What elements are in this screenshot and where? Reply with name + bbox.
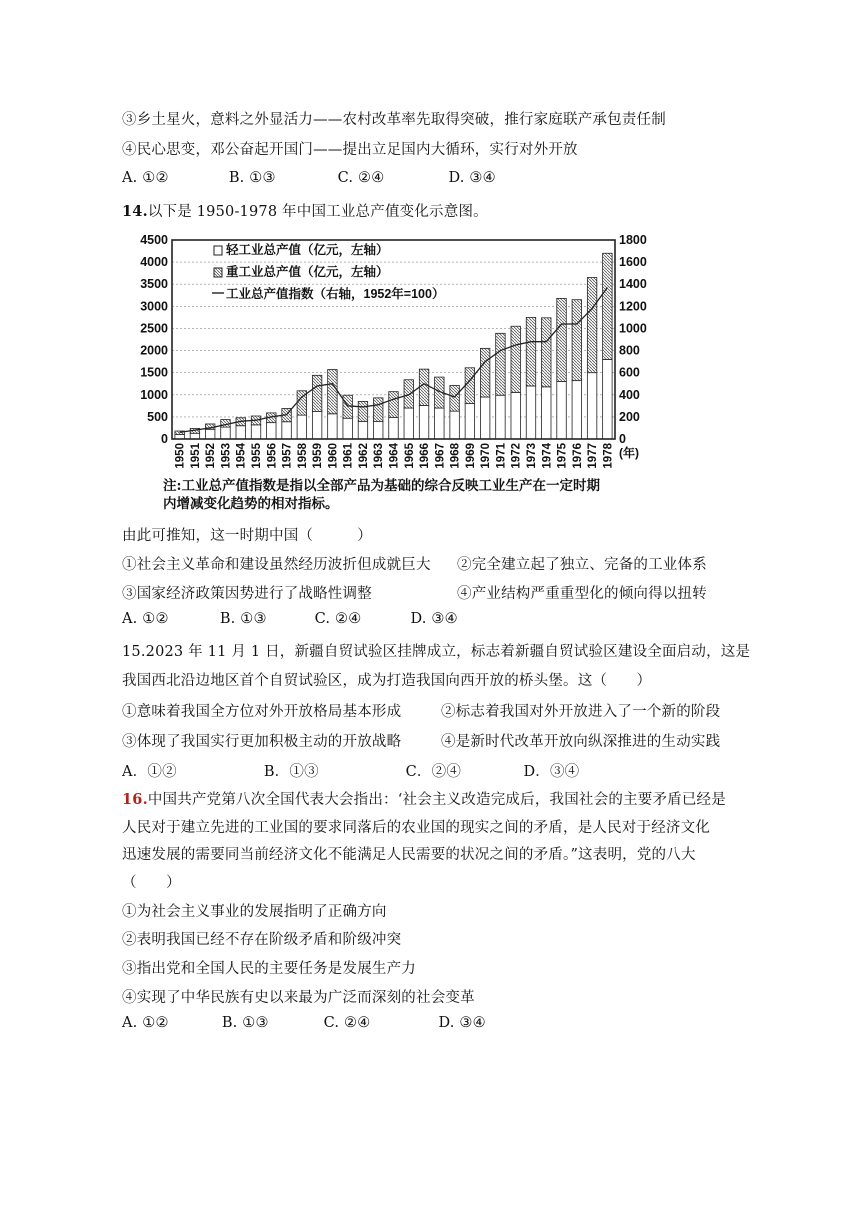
x-axis-tick-label: 1973: [525, 443, 538, 469]
bar-light-industry: [603, 359, 612, 439]
q15-stem-line-1: 15.2023 年 11 月 1 日，新疆自贸试验区挂牌成立，标志着新疆自贸试验区建设全面启动，这是: [122, 644, 751, 660]
q16-stem-text: 中国共产党第八次全国代表大会指出：‘社会主义改造完成后，我国社会的主要矛盾已经是: [147, 792, 726, 808]
bar-light-industry: [419, 405, 428, 439]
q15-choice-d[interactable]: D．③④: [523, 764, 580, 780]
bar-light-industry: [221, 427, 230, 439]
chart-note-line-2: 内增减变化趋势的相对指标。: [163, 496, 339, 512]
x-axis-unit-label: (年): [619, 446, 639, 460]
q14-choice-d[interactable]: D. ③④: [410, 611, 458, 627]
q16-choice-c[interactable]: C. ②④: [323, 1015, 371, 1031]
x-axis-tick-label: 1968: [449, 443, 462, 469]
right-axis-tick-label: 1800: [619, 233, 647, 247]
legend-label-index: 工业总产值指数（右轴，1952年=100）: [226, 287, 445, 301]
x-axis-tick-label: 1961: [342, 443, 355, 469]
right-axis-tick-label: 800: [619, 343, 640, 358]
left-axis-tick-label: 1000: [140, 387, 168, 402]
x-axis-tick-label: 1976: [571, 443, 584, 469]
q15-choices: [122, 760, 579, 781]
q16-stem-line-2: 人民对于建立先进的工业国的要求同落后的农业国的现实之间的矛盾，是人民对于经济文化: [122, 820, 710, 836]
bar-light-industry: [373, 421, 382, 439]
bar-light-industry: [343, 418, 352, 439]
q14-stem: [122, 200, 488, 221]
x-axis-tick-label: 1950: [174, 443, 187, 469]
bar-light-industry: [297, 415, 306, 439]
x-axis-tick-label: 1962: [357, 443, 370, 469]
bar-light-industry: [526, 386, 535, 439]
q15-choice-c[interactable]: C．②④: [405, 764, 462, 780]
q15-choice-b[interactable]: B．①③: [263, 764, 319, 780]
q14-choices: [122, 611, 458, 627]
x-axis-tick-label: 1967: [434, 443, 447, 469]
bar-heavy-industry: [312, 375, 321, 411]
q13-choice-c[interactable]: C. ②④: [337, 170, 385, 186]
x-axis-tick-label: 1964: [388, 443, 401, 469]
left-axis-tick-label: 0: [161, 432, 168, 446]
x-axis-tick-label: 1971: [495, 443, 508, 469]
q16-stem-line-1: [122, 788, 726, 809]
q14-question: 由此可推知，这一时期中国（ ）: [122, 528, 372, 544]
q15-stem-line-2: 我国西北沿边地区首个自贸试验区，成为打造我国向西开放的桥头堡。这（ ）: [122, 673, 652, 689]
left-axis-tick-label: 2000: [140, 343, 168, 358]
x-axis-tick-label: 1960: [327, 443, 340, 469]
q15-statement-1: ①意味着我国全方位对外开放格局基本形成: [122, 704, 402, 720]
bar-heavy-industry: [419, 369, 428, 405]
right-axis-tick-label: 1000: [619, 321, 647, 336]
bar-light-industry: [358, 421, 367, 439]
x-axis-tick-label: 1966: [419, 443, 432, 469]
right-axis-tick-label: 1600: [619, 255, 647, 270]
bar-heavy-industry: [542, 318, 551, 387]
bar-heavy-industry: [328, 370, 337, 414]
q13-choice-b[interactable]: B. ①③: [228, 170, 276, 186]
x-axis-tick-label: 1969: [464, 443, 477, 469]
x-axis-tick-label: 1975: [556, 443, 569, 469]
bar-light-industry: [587, 373, 596, 439]
bar-heavy-industry: [526, 317, 535, 386]
x-axis-tick-label: 1957: [281, 443, 294, 469]
q14-choice-a[interactable]: A. ①②: [122, 611, 169, 627]
right-axis-tick-label: 1200: [619, 299, 647, 314]
bar-light-industry: [236, 426, 245, 439]
q16-statement-4: ④实现了中华民族有史以来最为广泛而深刻的社会变革: [122, 990, 475, 1006]
bar-heavy-industry: [373, 398, 382, 421]
right-axis-tick-label: 400: [619, 387, 640, 402]
q15-choice-a[interactable]: A．①②: [122, 764, 177, 780]
bar-heavy-industry: [450, 385, 459, 411]
bar-heavy-industry: [404, 380, 413, 408]
x-axis-tick-label: 1955: [251, 443, 264, 469]
legend-swatch-light: [214, 246, 222, 255]
q16-choice-a[interactable]: A. ①②: [122, 1015, 169, 1031]
q16-choice-d[interactable]: D. ③④: [438, 1015, 486, 1031]
left-axis-tick-label: 2500: [140, 321, 168, 336]
bar-light-industry: [251, 425, 260, 439]
bar-heavy-industry: [557, 298, 566, 381]
legend-label-heavy: 重工业总产值（亿元，左轴）: [226, 265, 389, 279]
bar-light-industry: [435, 408, 444, 439]
x-axis-tick-label: 1958: [296, 443, 309, 469]
bar-light-industry: [328, 414, 337, 439]
left-axis-tick-label: 1500: [140, 365, 168, 380]
bar-light-industry: [389, 417, 398, 439]
right-axis-tick-label: 600: [619, 365, 640, 380]
q14-number: 14.: [122, 203, 148, 220]
bar-light-industry: [190, 433, 199, 439]
left-axis-tick-label: 4500: [140, 233, 168, 247]
q16-statement-3: ③指出党和全国人民的主要任务是发展生产力: [122, 961, 416, 977]
q16-stem-line-3: 迅速发展的需要同当前经济文化不能满足人民需要的状况之间的矛盾。”这表明，党的八大: [122, 847, 696, 863]
x-axis-tick-label: 1978: [602, 443, 615, 469]
right-axis-tick-label: 0: [619, 432, 626, 446]
x-axis-tick-label: 1963: [373, 443, 386, 469]
bar-heavy-industry: [572, 300, 581, 381]
q13-choices: [122, 170, 496, 186]
bar-light-industry: [205, 429, 214, 439]
q14-statement-1: ①社会主义革命和建设虽然经历波折但成就巨大: [122, 557, 431, 573]
left-axis-tick-label: 3500: [140, 277, 168, 292]
q14-stem-text: 以下是 1950-1978 年中国工业总产值变化示意图。: [147, 204, 488, 220]
q16-choice-b[interactable]: B. ①③: [221, 1015, 269, 1031]
q16-answer-blank: （ ）: [122, 875, 181, 891]
chart-note-line-1: 注:工业总产值指数是指以全部产品为基础的综合反映工业生产在一定时期: [163, 478, 600, 494]
q14-statement-3: ③国家经济政策因势进行了战略性调整: [122, 586, 372, 602]
bar-light-industry: [312, 412, 321, 439]
x-axis-tick-label: 1972: [510, 443, 523, 469]
x-axis-tick-label: 1959: [312, 443, 325, 469]
q15-statement-4: ④是新时代改革开放向纵深推进的生动实践: [441, 734, 721, 750]
legend-swatch-heavy: [214, 268, 222, 277]
bar-light-industry: [496, 395, 505, 439]
bar-light-industry: [465, 404, 474, 439]
q13-choice-d[interactable]: D. ③④: [448, 170, 496, 186]
q14-choice-b[interactable]: B. ①③: [219, 611, 267, 627]
bar-heavy-industry: [389, 392, 398, 418]
bar-light-industry: [542, 387, 551, 439]
q16-choices: [122, 1015, 486, 1031]
bar-light-industry: [572, 381, 581, 439]
q13-choice-a[interactable]: A. ①②: [122, 170, 169, 186]
bar-heavy-industry: [465, 368, 474, 404]
x-axis-tick-label: 1974: [541, 443, 554, 469]
bar-light-industry: [404, 408, 413, 439]
left-axis-tick-label: 500: [147, 409, 168, 424]
x-axis-tick-label: 1965: [403, 443, 416, 469]
bar-light-industry: [480, 397, 489, 439]
bar-heavy-industry: [603, 253, 612, 359]
bar-light-industry: [557, 382, 566, 439]
q14-statement-4: ④产业结构严重重型化的倾向得以扭转: [457, 586, 707, 602]
q14-choice-c[interactable]: C. ②④: [314, 611, 362, 627]
left-axis-tick-label: 3000: [140, 299, 168, 314]
q15-statement-3: ③体现了我国实行更加积极主动的开放战略: [122, 734, 402, 750]
bar-light-industry: [282, 422, 291, 439]
q13-option-3: ③乡土星火，意料之外显活力——农村改革率先取得突破，推行家庭联产承包责任制: [122, 112, 666, 128]
bar-heavy-industry: [511, 326, 520, 392]
x-axis-tick-label: 1956: [266, 443, 279, 469]
right-axis-tick-label: 1400: [619, 277, 647, 292]
x-axis-tick-label: 1977: [587, 443, 600, 469]
q16-statement-2: ②表明我国已经不存在阶级矛盾和阶级冲突: [122, 932, 402, 948]
q16-number: 16.: [122, 791, 148, 808]
x-axis-tick-label: 1970: [480, 443, 493, 469]
q16-statement-1: ①为社会主义事业的发展指明了正确方向: [122, 904, 387, 920]
bar-heavy-industry: [480, 348, 489, 397]
x-axis-tick-label: 1951: [189, 443, 202, 469]
bar-light-industry: [267, 423, 276, 439]
bar-heavy-industry: [358, 401, 367, 421]
x-axis-tick-label: 1954: [235, 443, 248, 469]
q15-statement-2: ②标志着我国对外开放进入了一个新的阶段: [441, 704, 721, 720]
legend-label-light: 轻工业总产值（亿元，左轴）: [226, 243, 389, 257]
x-axis-tick-label: 1953: [220, 443, 233, 469]
bar-light-industry: [511, 393, 520, 439]
x-axis-tick-label: 1952: [205, 443, 218, 469]
industrial-output-chart: [118, 228, 658, 490]
q13-option-4: ④民心思变，邓公奋起开国门——提出立足国内大循环，实行对外开放: [122, 142, 578, 158]
left-axis-tick-label: 4000: [140, 255, 168, 270]
q14-statement-2: ②完全建立起了独立、完备的工业体系: [457, 557, 707, 573]
bar-light-industry: [450, 411, 459, 439]
bar-heavy-industry: [496, 333, 505, 395]
bar-heavy-industry: [587, 278, 596, 373]
right-axis-tick-label: 200: [619, 409, 640, 424]
